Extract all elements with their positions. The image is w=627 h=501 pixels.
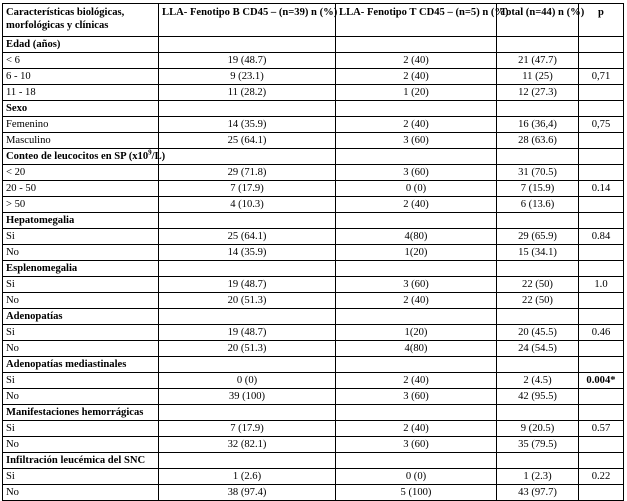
cell-total: 35 (79.5) — [497, 437, 579, 453]
cell-t: 2 (40) — [336, 197, 497, 213]
cell-t: 1(20) — [336, 245, 497, 261]
cell-b: 7 (17.9) — [159, 421, 336, 437]
table-row — [3, 469, 624, 485]
section-title: Conteo de leucocitos en SP $(x10^9/L)$ — [3, 149, 159, 165]
row-label: < 20 — [3, 165, 159, 181]
table-row — [3, 389, 624, 405]
cell-b: 11 (28.2) — [159, 85, 336, 101]
cell-b: 19 (48.7) — [159, 325, 336, 341]
cell-total: 22 (50) — [497, 277, 579, 293]
cell-p — [579, 53, 624, 69]
row-label: Si — [3, 277, 159, 293]
cell-b: 19 (48.7) — [159, 53, 336, 69]
table-row — [3, 293, 624, 309]
cell-p — [579, 245, 624, 261]
row-label: Si — [3, 325, 159, 341]
cell-t: 3 (60) — [336, 277, 497, 293]
data-table — [2, 3, 624, 501]
row-label: No — [3, 485, 159, 501]
cell-t: 5 (100) — [336, 485, 497, 501]
table-row — [3, 325, 624, 341]
cell-total: 15 (34.1) — [497, 245, 579, 261]
cell-p — [579, 341, 624, 357]
cell-total: 11 (25) — [497, 69, 579, 85]
cell-b: 39 (100) — [159, 389, 336, 405]
cell-p: 1.0 — [579, 277, 624, 293]
header-row — [3, 4, 624, 37]
table-row — [3, 197, 624, 213]
cell-p — [579, 485, 624, 501]
header-phenotype-t: LLA- Fenotipo T CD45 – (n=5) n (%) — [336, 4, 497, 37]
cell-b: 14 (35.9) — [159, 245, 336, 261]
table-row — [3, 165, 624, 181]
section-row — [3, 357, 624, 373]
cell-total: 28 (63.6) — [497, 133, 579, 149]
section-row — [3, 101, 624, 117]
section-title: Infiltración leucémica del SNC — [3, 453, 159, 469]
table-row — [3, 229, 624, 245]
cell-t: 1(20) — [336, 325, 497, 341]
cell-t: 3 (60) — [336, 133, 497, 149]
cell-p-significant: 0.004* — [579, 373, 624, 389]
cell-total: 9 (20.5) — [497, 421, 579, 437]
table-wrapper — [2, 3, 624, 501]
section-row — [3, 453, 624, 469]
header-total: Total (n=44) n (%) — [497, 4, 579, 37]
cell-t: 2 (40) — [336, 421, 497, 437]
table-row — [3, 341, 624, 357]
section-title: Sexo — [3, 101, 159, 117]
cell-t: 3 (60) — [336, 165, 497, 181]
cell-p — [579, 133, 624, 149]
cell-b: 25 (64.1) — [159, 229, 336, 245]
cell-p: 0,75 — [579, 117, 624, 133]
cell-total: 2 (4.5) — [497, 373, 579, 389]
section-row — [3, 37, 624, 53]
table-row — [3, 69, 624, 85]
cell-b: 32 (82.1) — [159, 437, 336, 453]
table-row — [3, 421, 624, 437]
row-label: > 50 — [3, 197, 159, 213]
cell-b: 0 (0) — [159, 373, 336, 389]
table-row — [3, 485, 624, 501]
section-title: Adenopatías — [3, 309, 159, 325]
cell-total: 21 (47.7) — [497, 53, 579, 69]
row-label: < 6 — [3, 53, 159, 69]
cell-b: 29 (71.8) — [159, 165, 336, 181]
cell-total: 24 (54.5) — [497, 341, 579, 357]
cell-total: 31 (70.5) — [497, 165, 579, 181]
cell-b: 25 (64.1) — [159, 133, 336, 149]
cell-p: 0.46 — [579, 325, 624, 341]
table-row — [3, 117, 624, 133]
section-title: Hepatomegalia — [3, 213, 159, 229]
section-title: Adenopatías mediastinales — [3, 357, 159, 373]
header-phenotype-b: LLA- Fenotipo B CD45 – (n=39) n (%) — [159, 4, 336, 37]
section-row — [3, 309, 624, 325]
cell-p — [579, 293, 624, 309]
table-row — [3, 437, 624, 453]
cell-total: 7 (15.9) — [497, 181, 579, 197]
row-label: 11 - 18 — [3, 85, 159, 101]
cell-total: 6 (13.6) — [497, 197, 579, 213]
cell-b: 1 (2.6) — [159, 469, 336, 485]
header-characteristics: Características biológicas, morfológicas y clínicas — [3, 4, 159, 37]
header-p: p — [579, 4, 624, 37]
section-row — [3, 261, 624, 277]
cell-total: 43 (97.7) — [497, 485, 579, 501]
cell-total: 29 (65.9) — [497, 229, 579, 245]
row-label: No — [3, 389, 159, 405]
cell-p: 0.22 — [579, 469, 624, 485]
section-row — [3, 405, 624, 421]
cell-p: 0.14 — [579, 181, 624, 197]
cell-p: 0,71 — [579, 69, 624, 85]
cell-p: 0.84 — [579, 229, 624, 245]
cell-p: 0.57 — [579, 421, 624, 437]
row-label: No — [3, 293, 159, 309]
row-label: Si — [3, 229, 159, 245]
cell-t: 2 (40) — [336, 69, 497, 85]
cell-b: 7 (17.9) — [159, 181, 336, 197]
cell-b: 14 (35.9) — [159, 117, 336, 133]
table-row — [3, 53, 624, 69]
table-row — [3, 181, 624, 197]
row-label: Femenino — [3, 117, 159, 133]
section-title: Esplenomegalia — [3, 261, 159, 277]
row-label: 20 - 50 — [3, 181, 159, 197]
row-label: 6 - 10 — [3, 69, 159, 85]
cell-p — [579, 389, 624, 405]
row-label: Si — [3, 373, 159, 389]
section-title: Edad (años) — [3, 37, 159, 53]
cell-p — [579, 165, 624, 181]
cell-t: 2 (40) — [336, 293, 497, 309]
cell-total: 42 (95.5) — [497, 389, 579, 405]
cell-total: 20 (45.5) — [497, 325, 579, 341]
cell-t: 4(80) — [336, 229, 497, 245]
cell-t: 3 (60) — [336, 389, 497, 405]
cell-b: 19 (48.7) — [159, 277, 336, 293]
cell-t: 2 (40) — [336, 373, 497, 389]
table-row — [3, 277, 624, 293]
cell-t: 2 (40) — [336, 117, 497, 133]
cell-p — [579, 437, 624, 453]
cell-b: 9 (23.1) — [159, 69, 336, 85]
cell-t: 3 (60) — [336, 437, 497, 453]
cell-total: 1 (2.3) — [497, 469, 579, 485]
cell-p — [579, 197, 624, 213]
cell-total: 22 (50) — [497, 293, 579, 309]
row-label: Si — [3, 469, 159, 485]
table-row — [3, 245, 624, 261]
table-row — [3, 133, 624, 149]
cell-t: 4(80) — [336, 341, 497, 357]
cell-b: 20 (51.3) — [159, 293, 336, 309]
cell-b: 4 (10.3) — [159, 197, 336, 213]
row-label: No — [3, 245, 159, 261]
cell-p — [579, 85, 624, 101]
table-row — [3, 85, 624, 101]
section-row — [3, 213, 624, 229]
row-label: Masculino — [3, 133, 159, 149]
table-row — [3, 373, 624, 389]
cell-total: 16 (36,4) — [497, 117, 579, 133]
section-row — [3, 149, 624, 165]
cell-t: 0 (0) — [336, 181, 497, 197]
cell-t: 0 (0) — [336, 469, 497, 485]
cell-t: 2 (40) — [336, 53, 497, 69]
cell-b: 20 (51.3) — [159, 341, 336, 357]
cell-t: 1 (20) — [336, 85, 497, 101]
cell-total: 12 (27.3) — [497, 85, 579, 101]
row-label: No — [3, 437, 159, 453]
row-label: Si — [3, 421, 159, 437]
cell-b: 38 (97.4) — [159, 485, 336, 501]
row-label: No — [3, 341, 159, 357]
section-title: Manifestaciones hemorrágicas — [3, 405, 159, 421]
